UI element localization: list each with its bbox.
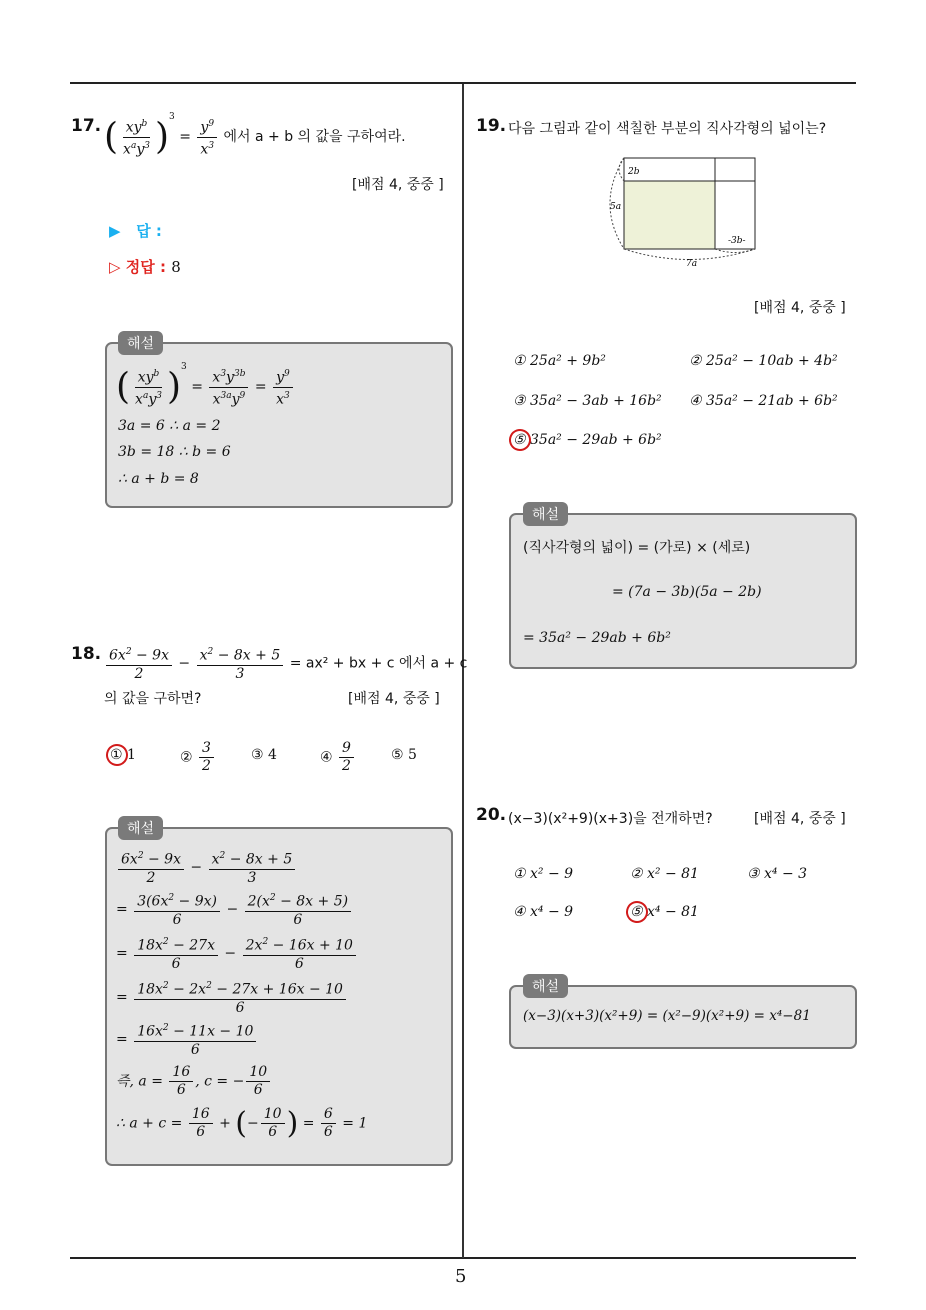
q18-choice-5[interactable]: ⑤ 5 [391, 747, 417, 763]
q19-text: 다음 그림과 같이 색칠한 부분의 직사각형의 넓이는? [508, 121, 827, 137]
q18-choice-3[interactable]: ③ 4 [251, 747, 277, 763]
q20-choice-1[interactable]: ① x² − 9 [513, 866, 574, 882]
q17-correct-label: 정답 : [125, 258, 166, 276]
q17-solution-tag: 해설 [118, 331, 163, 355]
q18-sol-final: ∴ a + c = [116, 1115, 183, 1132]
play-arrow-icon: ▶ [109, 222, 121, 240]
q17-sol-eq: ( $\frac{xy^b}{x^ay^3}$ )$^3$ = $\frac{x^3y^{3b}}{x^{3a}y^9}$ = $\frac{y^9}{x^3}$ [116, 362, 295, 408]
q20-choice-2[interactable]: ② x² − 81 [630, 866, 699, 882]
q19-sol-line-3: = 35a² − 29ab + 6b² [523, 630, 671, 646]
q20-choice-5[interactable]: ⑤ x⁴ − 81 [630, 904, 699, 920]
q17-sol-line: 3b = 18 ∴ b = 6 [118, 444, 231, 460]
q19-selected-circle [506, 426, 534, 454]
q17-score: [배점 4, 중중 ] [352, 177, 444, 193]
q17-equation: ( $\frac{xy^b}{x^ay^3}$ )$^3$ = $\frac{y^9}{x^3}$ 에서 a + b 의 값을 구하여라. [104, 112, 406, 158]
q17-correct-value: 8 [171, 258, 181, 276]
figure-label-2b: 2b [628, 167, 640, 177]
q18-solution-tag: 해설 [118, 816, 163, 840]
q17-number: 17. [71, 116, 102, 136]
q20-choice-3[interactable]: ③ x⁴ − 3 [747, 866, 808, 882]
q18-text-line2: 의 값을 구하면? [104, 691, 202, 707]
q19-score: [배점 4, 중중 ] [754, 300, 846, 316]
q17-sol-line: 3a = 6 ∴ a = 2 [118, 418, 221, 434]
page-number: 5 [455, 1266, 467, 1287]
q18-choice-4[interactable]: ④ $\frac{9}{2}$ [320, 740, 356, 775]
q18-sol-step5: = $\frac{16x^2 - 11x - 10}{6}$ [116, 1020, 258, 1059]
q20-sol-line: (x−3)(x+3)(x²+9) = (x²−9)(x²+9) = x⁴−81 [523, 1008, 811, 1024]
q18-choice-2-label: ② [180, 749, 193, 766]
q18-choice-1[interactable]: ① 1 [110, 747, 136, 763]
q18-sol-step3: = $\frac{18x^2 - 27x}{6}$ − $\frac{2x^2 - 16x + 10}{6}$ [116, 934, 358, 973]
q17-correct-row [109, 256, 181, 277]
q18-number: 18. [71, 644, 102, 664]
q20-text: (x−3)(x²+9)(x+3)을 전개하면? [508, 811, 713, 827]
q19-number: 19. [476, 116, 507, 136]
q17-answer-row [109, 220, 162, 241]
q18-sol-step6: 즉, a = $\frac{16}{6}$ , c = − $\frac{10}{6}$ [116, 1064, 272, 1099]
q18-score: [배점 4, 중중 ] [348, 691, 440, 707]
figure-label-3b: -3b- [728, 236, 746, 246]
q20-choice-4[interactable]: ④ x⁴ − 9 [513, 904, 574, 920]
q19-choice-5[interactable]: ⑤ 35a² − 29ab + 6b² [513, 432, 662, 448]
q20-solution-tag: 해설 [523, 974, 568, 998]
q19-sol-line-1: (직사각형의 넓이) = (가로) × (세로) [523, 540, 751, 556]
figure-label-7a: 7a [686, 259, 698, 269]
q19-choice-3[interactable]: ③ 35a² − 3ab + 16b² [513, 393, 662, 409]
q17-answer-label: 답 : [136, 222, 162, 240]
q19-sol-line-2: = (7a − 3b)(5a − 2b) [612, 584, 762, 600]
q19-choice-2[interactable]: ② 25a² − 10ab + 4b² [689, 353, 838, 369]
q18-sol-step7: ∴ a + c = $\frac{16}{6}$ + (− $\frac{10}{6}$ ) = $\frac{6}{6}$ = 1 [116, 1106, 368, 1141]
shaded-rectangle [624, 181, 715, 249]
q19-choice-4[interactable]: ④ 35a² − 21ab + 6b² [689, 393, 838, 409]
q17-sol-line: ∴ a + b = 8 [118, 471, 199, 487]
q18-choice-2[interactable]: ② $\frac{3}{2}$ [180, 740, 216, 775]
q17-text: 에서 a + b 의 값을 구하여라. [223, 129, 406, 145]
figure-label-5a: 5a [610, 202, 622, 212]
q18-sol-jeuk: 즉, a = [116, 1073, 163, 1090]
q18-selected-circle [103, 741, 131, 769]
q18-sol-step1: $\frac{6x^2 - 9x}{2}$ − $\frac{x^2 - 8x + 5}{3}$ [116, 848, 297, 887]
q19-figure [604, 152, 764, 270]
q18-equation: $\frac{6x^2 - 9x}{2}$ − $\frac{x^2 - 8x + 5}{3}$ = ax² + bx + c 에서 a + c [104, 644, 467, 683]
q20-selected-circle [623, 898, 651, 926]
q20-number: 20. [476, 805, 507, 825]
q18-sol-step2: = $\frac{3(6x^2 - 9x)}{6}$ − $\frac{2(x^2 - 8x + 5)}{6}$ [116, 890, 353, 929]
q18-choice-4-label: ④ [320, 749, 333, 766]
q18-text-tail: = ax² + bx + c 에서 a + c [289, 655, 468, 672]
outline-arrow-icon: ▷ [109, 258, 121, 276]
q18-sol-step4: = $\frac{18x^2 - 2x^2 - 27x + 16x - 10}{6}$ [116, 978, 348, 1017]
q19-choice-1[interactable]: ① 25a² + 9b² [513, 353, 606, 369]
q20-score: [배점 4, 중중 ] [754, 811, 846, 827]
q19-solution-tag: 해설 [523, 502, 568, 526]
